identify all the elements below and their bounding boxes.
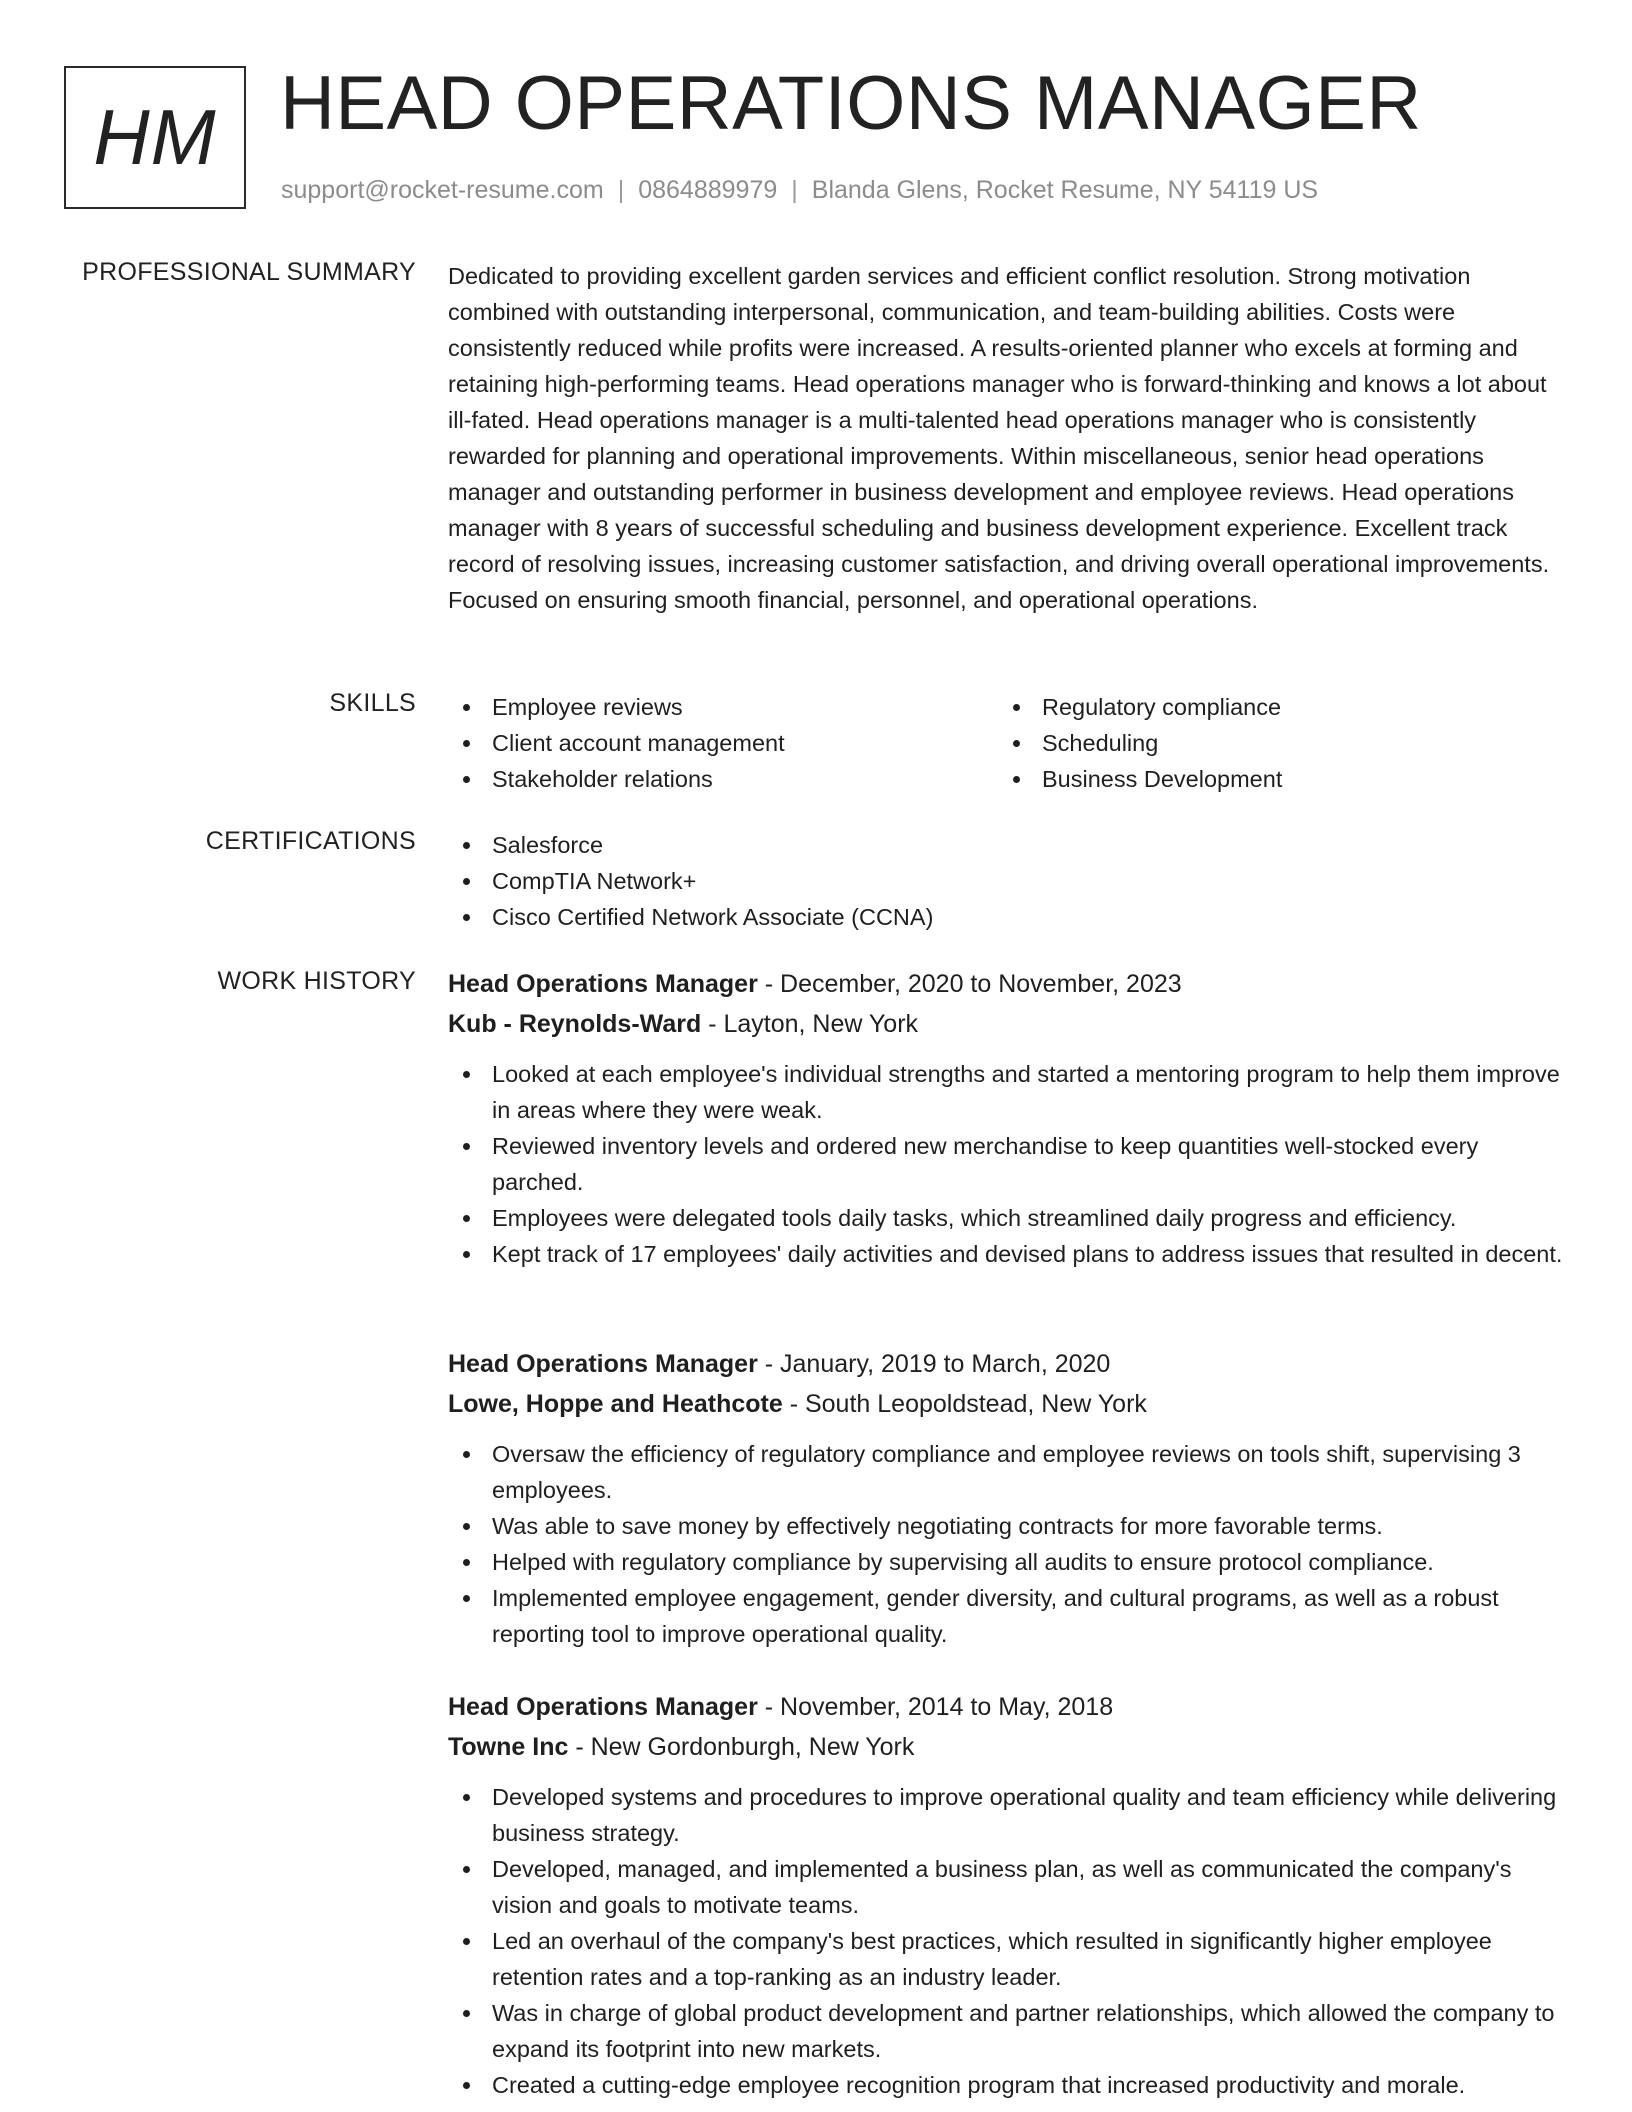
job-bullets (448, 1779, 1573, 2103)
job-bullet: Created a cutting-edge employee recognition program that increased productivity and morale. (448, 2067, 1573, 2103)
job-bullet: Looked at each employee's individual strengths and started a mentoring program to help them improve in areas where they were weak. (448, 1056, 1573, 1128)
job-company-line (448, 1727, 1628, 1767)
job-entry (448, 964, 1628, 1272)
section-title-skills: SKILLS (329, 689, 416, 717)
job-location: - South Leopoldstead, New York (782, 1390, 1147, 1418)
certification-item: Cisco Certified Network Associate (CCNA) (448, 899, 1628, 935)
section-title-work-history: WORK HISTORY (217, 967, 416, 995)
job-bullet: Kept track of 17 employees' daily activities and devised plans to address issues that resulted in decent. (448, 1236, 1573, 1272)
contact-separator: | (617, 176, 625, 204)
skills-columns (448, 689, 1628, 797)
job-dates: - December, 2020 to November, 2023 (757, 970, 1182, 998)
job-company-line (448, 1384, 1628, 1424)
skill-item: Stakeholder relations (448, 761, 998, 797)
contact-line (281, 176, 1318, 205)
job-role: Head Operations Manager (448, 1693, 758, 1721)
job-bullets (448, 1436, 1573, 1652)
resume-header (64, 61, 1564, 216)
job-company: Towne Inc (448, 1733, 569, 1761)
job-bullet: Oversaw the efficiency of regulatory compliance and employee reviews on tools shift, supervising 3 employees. (448, 1436, 1573, 1508)
contact-separator: | (791, 176, 798, 204)
job-company: Kub - Reynolds-Ward (448, 1010, 702, 1038)
page-title: HEAD OPERATIONS MANAGER (280, 61, 1422, 146)
certification-item: Salesforce (448, 827, 1628, 863)
job-bullet: Implemented employee engagement, gender diversity, and cultural programs, as well as a robust reporting tool to improve operational quality. (448, 1580, 1573, 1652)
email-text: support@rocket-resume.com (281, 176, 604, 204)
certification-item: CompTIA Network+ (448, 863, 1628, 899)
skill-item: Scheduling (998, 725, 1548, 761)
skill-item: Business Development (998, 761, 1548, 797)
job-location: - Layton, New York (701, 1010, 919, 1038)
section-title-certifications: CERTIFICATIONS (205, 827, 416, 855)
job-location: - New Gordonburgh, New York (568, 1733, 915, 1761)
skill-item: Employee reviews (448, 689, 998, 725)
monogram-logo: HM (64, 66, 246, 209)
certifications-list (448, 827, 1628, 935)
job-dates: - November, 2014 to May, 2018 (757, 1693, 1114, 1721)
job-bullet: Employees were delegated tools daily tasks, which streamlined daily progress and efficiency. (448, 1200, 1573, 1236)
job-entry (448, 1687, 1628, 2103)
address-text: Blanda Glens, Rocket Resume, NY 54119 US (811, 176, 1319, 204)
job-title-line (448, 1344, 1628, 1384)
job-title-line (448, 1687, 1628, 1727)
skill-item: Client account management (448, 725, 998, 761)
job-bullet: Developed, managed, and implemented a business plan, as well as communicated the company's vision and goals to motivate teams. (448, 1851, 1573, 1923)
job-bullet: Helped with regulatory compliance by supervising all audits to ensure protocol compliance. (448, 1544, 1573, 1580)
skills-list-right (998, 689, 1548, 797)
job-bullet: Was able to save money by effectively negotiating contracts for more favorable terms. (448, 1508, 1573, 1544)
job-bullet: Was in charge of global product development and partner relationships, which allowed the company to expand its footprint into new markets. (448, 1995, 1573, 2067)
job-dates: - January, 2019 to March, 2020 (757, 1350, 1111, 1378)
summary-text: Dedicated to providing excellent garden services and efficient conflict resolution. Strong motivation combined with outstanding interpersonal, communication, and team-building abilities. Costs were consistently reduced while profits were increased. A results-oriented planner who excels at forming and retaining high-performing teams. Head operations manager who is forward-thinking and knows a lot about ill-fated. Head operations manager is a multi-talented head operations manager who is consistently rewarded for planning and operational improvements. Within miscellaneous, senior head operations manager and outstanding performer in business development and employee reviews. Head operations manager with 8 years of successful scheduling and business development experience. Excellent track record of resolving issues, increasing customer satisfaction, and driving overall operational improvements. Focused on ensuring smooth financial, personnel, and operational operations. (448, 263, 1550, 613)
job-company-line (448, 1004, 1628, 1044)
skill-item: Regulatory compliance (998, 689, 1548, 725)
job-bullets (448, 1056, 1573, 1272)
section-title-summary: PROFESSIONAL SUMMARY (82, 258, 416, 286)
job-entry (448, 1344, 1628, 1652)
job-role: Head Operations Manager (448, 970, 758, 998)
phone-text: 0864889979 (638, 176, 778, 204)
job-bullet: Led an overhaul of the company's best practices, which resulted in significantly higher employee retention rates and a top-ranking as an industry leader. (448, 1923, 1573, 1995)
job-bullet: Reviewed inventory levels and ordered new merchandise to keep quantities well-stocked every parched. (448, 1128, 1573, 1200)
job-bullet: Developed systems and procedures to improve operational quality and team efficiency while delivering business strategy. (448, 1779, 1573, 1851)
job-title-line (448, 964, 1628, 1004)
job-company: Lowe, Hoppe and Heathcote (448, 1390, 783, 1418)
job-role: Head Operations Manager (448, 1350, 758, 1378)
skills-list-left (448, 689, 998, 797)
